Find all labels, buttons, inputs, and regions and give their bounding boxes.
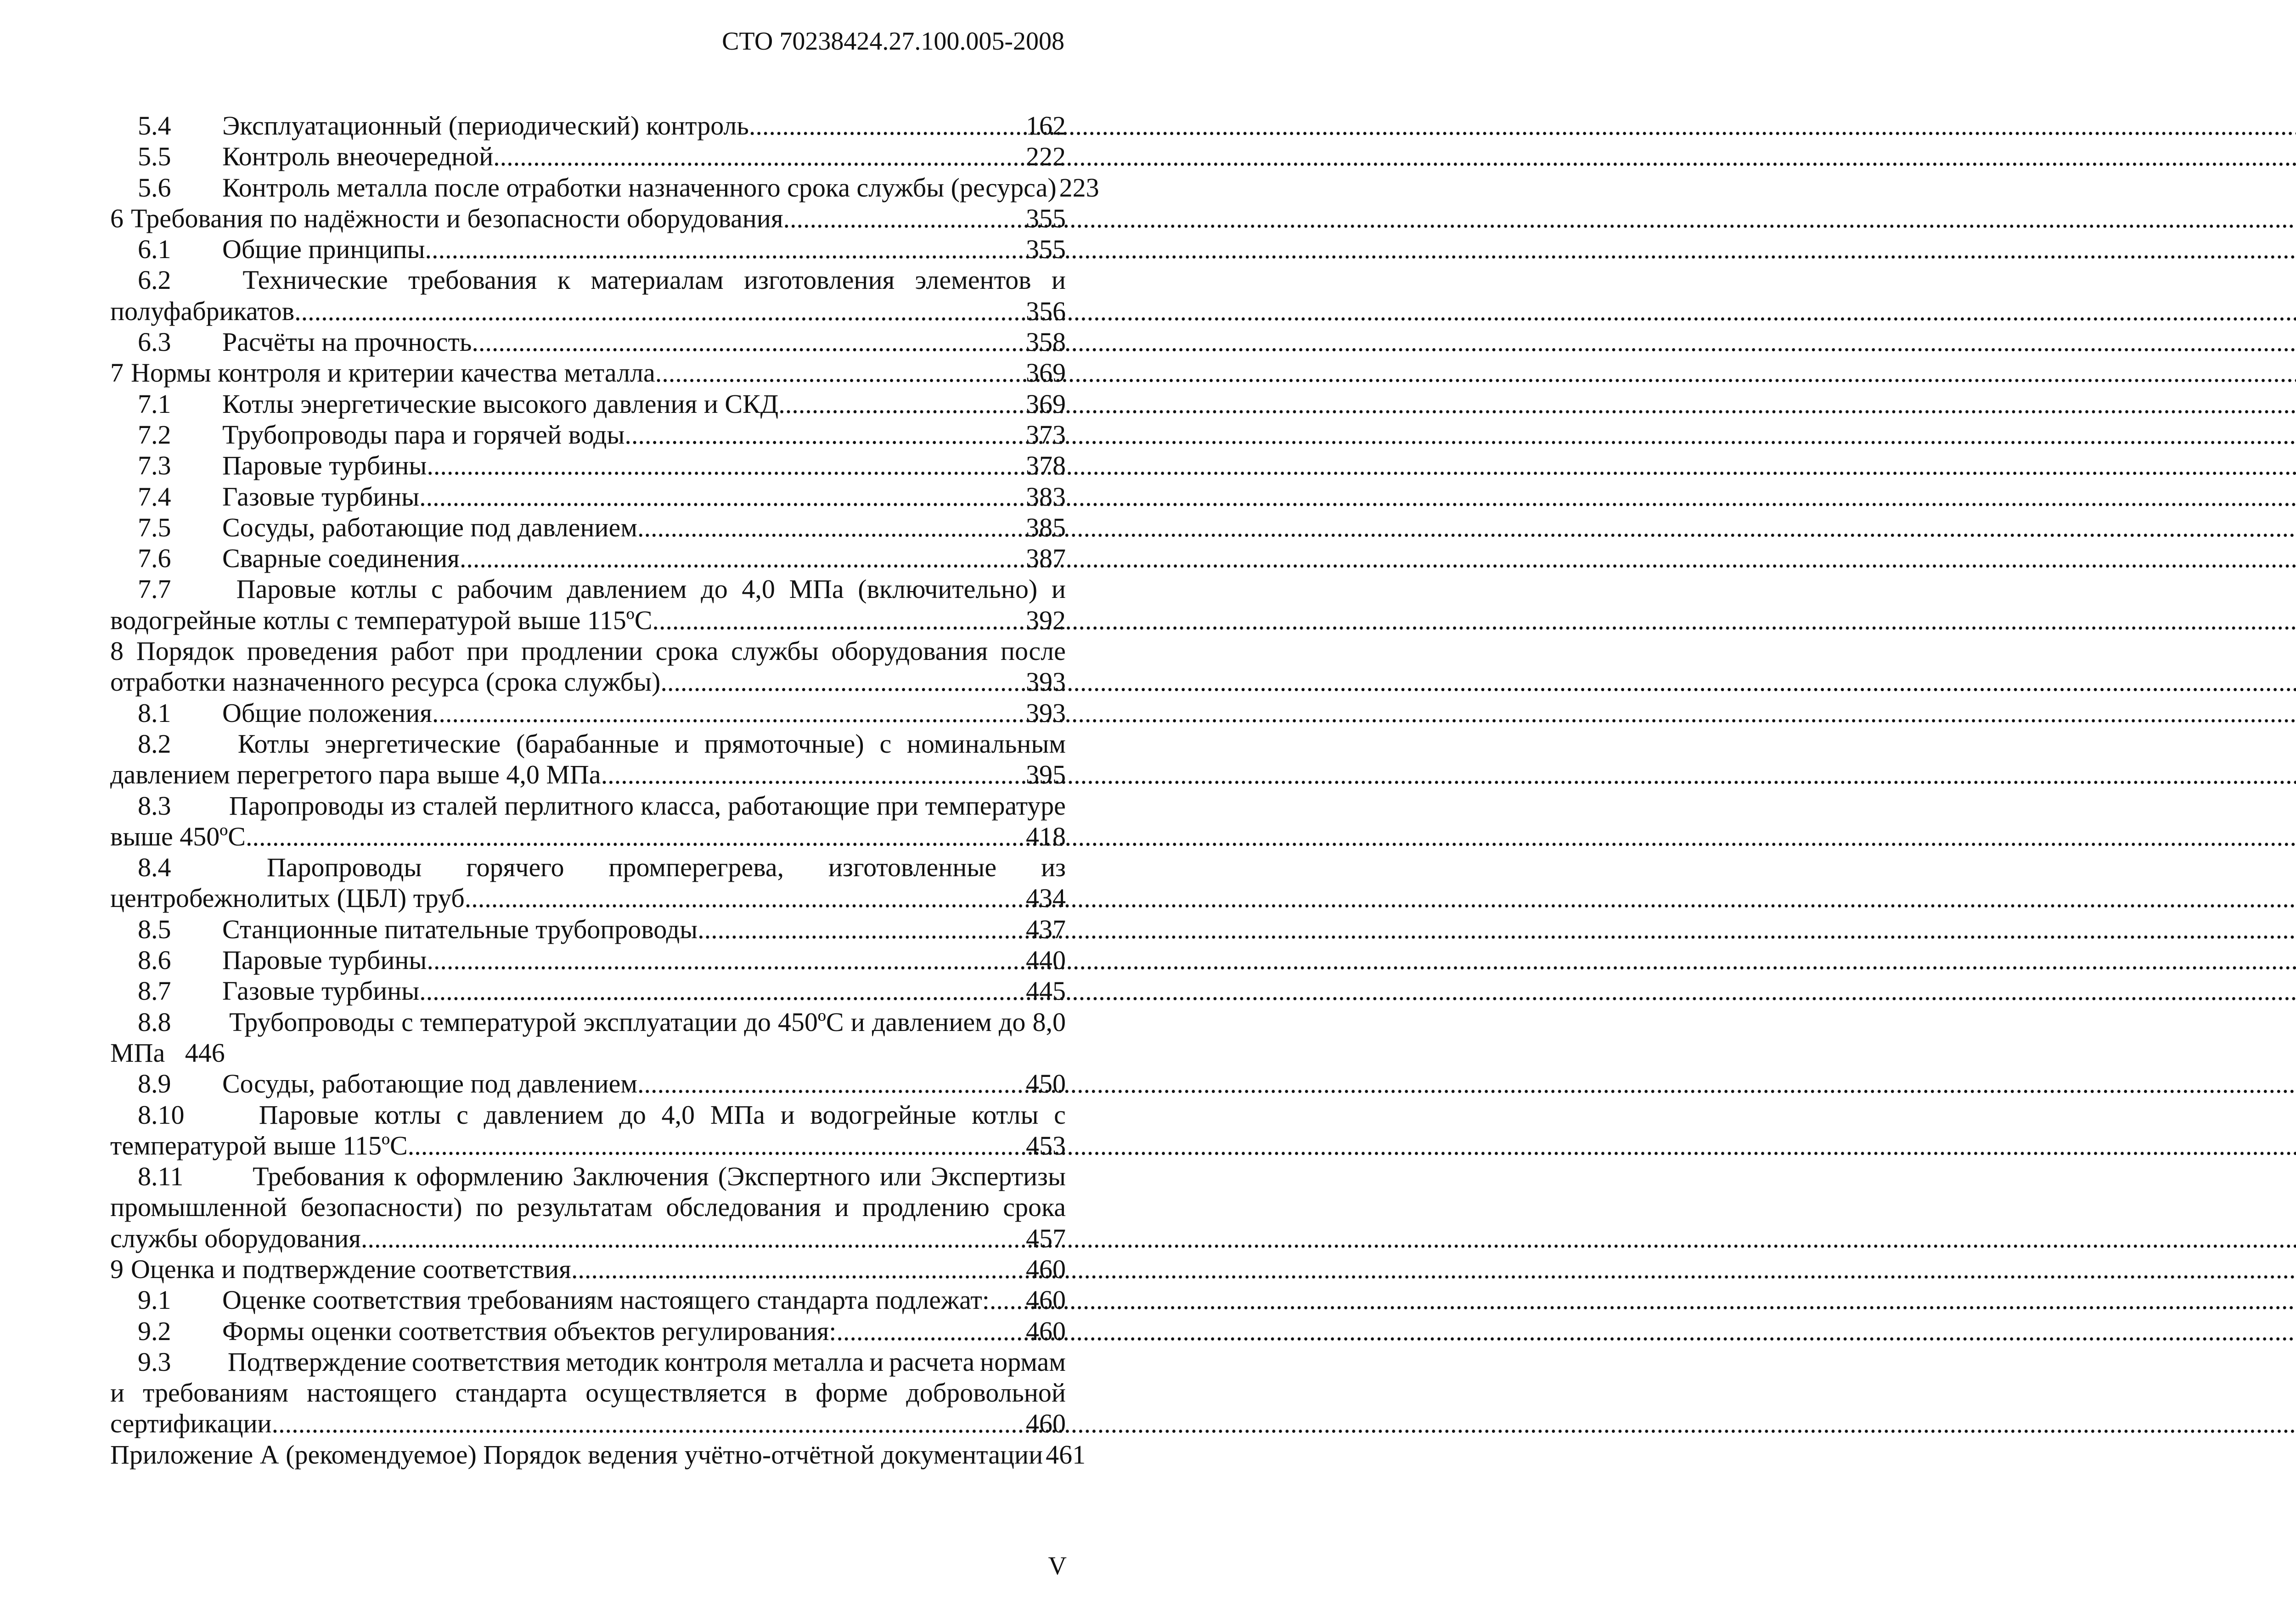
toc-entry[interactable]	[110, 945, 1066, 975]
toc-entry-page: 383	[1026, 481, 1066, 512]
toc-entry-number: 7.2	[138, 419, 171, 450]
toc-entry-title: Газовые турбины	[222, 481, 420, 512]
toc-entry-word: Паровые	[259, 1099, 359, 1130]
toc-entry-word: форме	[816, 1378, 888, 1408]
toc-entry-title: Сосуды, работающие под давлением	[222, 1069, 637, 1099]
toc-entry[interactable]	[110, 234, 1066, 265]
toc-entry-word: 8	[110, 636, 124, 666]
toc-entry[interactable]	[110, 914, 1066, 945]
toc-entry[interactable]	[110, 852, 1066, 883]
toc-dot-leader	[749, 110, 1023, 141]
toc-entry[interactable]	[110, 481, 1066, 512]
toc-dot-leader	[278, 1408, 1023, 1439]
toc-entry-title: Контроль внеочередной	[222, 141, 494, 172]
toc-entry-title: выше 450ºС	[110, 821, 246, 851]
toc-entry-word: добровольной	[906, 1378, 1066, 1408]
toc-entry-word: горячего	[466, 852, 564, 883]
toc-dot-leader	[698, 914, 1023, 945]
toc-entry-word: (включительно)	[858, 574, 1038, 604]
toc-entry-word: сталей	[422, 790, 498, 821]
toc-entry-word: 4,0	[661, 1099, 695, 1130]
toc-entry[interactable]	[110, 1037, 1066, 1068]
toc-entry-word: Паровые	[236, 574, 337, 604]
toc-entry[interactable]	[110, 1439, 1086, 1470]
toc-entry-number: 5.4	[138, 111, 171, 141]
toc-entry-word: 8,0	[1032, 1007, 1066, 1037]
toc-entry-word: соответствия	[411, 1346, 561, 1377]
toc-entry-word: Трубопроводы	[229, 1007, 395, 1037]
toc-entry[interactable]	[110, 419, 1066, 450]
toc-dot-leader	[419, 975, 1023, 1006]
toc-entry-title: Сварные соединения	[222, 543, 460, 574]
toc-entry[interactable]	[110, 389, 1066, 419]
toc-entry-word: стандарта	[455, 1378, 568, 1408]
toc-entry-word: прямоточные)	[704, 728, 864, 759]
toc-entry-title: Сосуды, работающие под давлением	[222, 512, 637, 542]
toc-entry-word: котлы	[374, 1099, 441, 1130]
toc-entry-title: службы оборудования.	[110, 1223, 368, 1253]
toc-dot-leader	[493, 141, 1023, 172]
toc-entry-title: сертификации.	[110, 1408, 279, 1439]
toc-entry-number: 8.11	[138, 1161, 184, 1192]
toc-entry-word: Экспертизы	[930, 1161, 1066, 1192]
toc-entry[interactable]	[110, 666, 1066, 697]
toc-dot-leader	[637, 1068, 1023, 1099]
toc-entry-page: 369	[1026, 389, 1066, 419]
toc-dot-leader	[660, 666, 1023, 697]
toc-entry-word: методик	[565, 1346, 659, 1377]
toc-entry-word: из	[1041, 852, 1066, 883]
toc-entry-title: водогрейные котлы с температурой выше 115ºС	[110, 605, 653, 635]
document-code-header: СТО 70238424.27.100.005-2008	[722, 27, 1064, 56]
toc-entry-word: (барабанные	[516, 728, 659, 759]
toc-entry[interactable]	[110, 172, 1099, 203]
toc-entry-word: из	[391, 790, 416, 821]
toc-entry-word: Подтверждение	[227, 1346, 406, 1377]
toc-entry-word: (Экспертного	[718, 1161, 871, 1192]
toc-entry-number: 8.3	[138, 790, 171, 821]
toc-entry-word: к	[394, 1161, 407, 1192]
toc-entry-word: и	[110, 1378, 125, 1408]
toc-entry-word: контроля	[664, 1346, 768, 1377]
toc-entry-word: 4,0	[742, 574, 775, 604]
toc-entry[interactable]	[110, 574, 1066, 604]
toc-entry-word: Котлы	[237, 728, 310, 759]
toc-entry[interactable]	[110, 265, 1066, 295]
toc-entry-number: 8.6	[138, 945, 171, 975]
toc-entry-word: с	[456, 1099, 468, 1130]
toc-entry-title: полуфабрикатов	[110, 296, 295, 326]
toc-entry[interactable]	[110, 821, 1066, 852]
toc-entry-page: 445	[1026, 976, 1066, 1006]
toc-entry-title: Нормы контроля и критерии качества металла	[131, 358, 655, 388]
toc-entry-word: до	[998, 1007, 1026, 1037]
toc-entry-word: давлением	[567, 574, 687, 604]
toc-entry-word: и	[1051, 574, 1066, 604]
toc-dot-leader	[601, 759, 1023, 790]
toc-dot-leader	[460, 543, 1023, 574]
toc-entry-number: 6.2	[138, 265, 171, 295]
toc-entry-title: давлением перегретого пара выше 4,0 МПа	[110, 760, 601, 790]
toc-entry[interactable]	[110, 357, 1066, 388]
toc-entry-title: Газовые турбины	[222, 976, 420, 1006]
toc-entry[interactable]	[110, 1284, 1066, 1315]
toc-entry[interactable]	[110, 1316, 1066, 1346]
toc-entry-word: перлитного	[504, 790, 634, 821]
toc-entry[interactable]	[110, 1192, 1066, 1222]
toc-dot-leader	[625, 419, 1023, 450]
toc-entry-word: класса,	[640, 790, 721, 821]
toc-entry-title: центробежнолитых (ЦБЛ) труб	[110, 883, 465, 913]
toc-entry-number: 7.7	[138, 574, 171, 604]
toc-entry-number: 7.3	[138, 451, 171, 481]
toc-entry-word: элементов	[915, 265, 1031, 295]
toc-entry-page: 355	[1026, 203, 1066, 233]
toc-entry-word: температуре	[925, 790, 1066, 821]
toc-entry[interactable]	[110, 1068, 1066, 1099]
toc-entry-word: металла	[772, 1346, 864, 1377]
toc-entry-number: 7.5	[138, 512, 171, 542]
toc-entry-page: 461	[1046, 1439, 1086, 1470]
toc-entry-page: 358	[1026, 327, 1066, 357]
toc-entry-title: Трубопроводы пара и горячей воды	[222, 419, 625, 450]
toc-entry-word: Паропроводы	[229, 790, 384, 821]
toc-dot-leader	[367, 1223, 1023, 1254]
toc-entry[interactable]	[110, 1130, 1066, 1161]
toc-entry-word: материалам	[591, 265, 724, 295]
toc-entry[interactable]	[110, 790, 1066, 821]
toc-entry-number: 8.9	[138, 1069, 171, 1099]
toc-entry-word: срока	[655, 636, 719, 666]
toc-entry-word: водогрейные	[810, 1099, 957, 1130]
toc-entry-title: Требования по надёжности и безопасности оборудования	[131, 203, 783, 233]
toc-entry-word: с	[401, 1007, 413, 1037]
toc-entry-word: обследования	[666, 1192, 822, 1222]
toc-entry-word: продлении	[521, 636, 643, 666]
toc-entry[interactable]	[110, 450, 1066, 481]
toc-entry-word: требования	[408, 265, 537, 295]
toc-entry[interactable]	[110, 203, 1066, 234]
toc-entry-number: 8.10	[138, 1099, 185, 1130]
toc-entry[interactable]	[110, 605, 1066, 636]
toc-entry[interactable]	[110, 759, 1066, 790]
toc-entry-title: МПа 446	[110, 1037, 225, 1068]
toc-dot-leader	[836, 1316, 1023, 1346]
toc-entry[interactable]	[110, 296, 1066, 327]
table-of-contents	[110, 110, 1099, 1470]
toc-entry-word: давлением	[872, 1007, 992, 1037]
toc-entry-word: и	[834, 1192, 849, 1222]
toc-entry[interactable]	[110, 698, 1066, 728]
toc-entry-number: 8.1	[138, 698, 171, 728]
toc-entry-number: 7.6	[138, 543, 171, 574]
toc-entry[interactable]	[110, 141, 1066, 172]
page-number: V	[1048, 1552, 1067, 1580]
toc-entry-word: Технические	[242, 265, 388, 295]
toc-dot-leader	[432, 698, 1023, 728]
toc-entry-page: 395	[1026, 760, 1066, 790]
toc-entry-page: 393	[1026, 698, 1066, 728]
toc-entry-number: 7	[110, 358, 124, 388]
toc-entry-word: осуществляется	[585, 1378, 766, 1408]
toc-entry-title: Общие принципы	[222, 234, 425, 265]
toc-entry[interactable]	[110, 1346, 1066, 1377]
toc-entry[interactable]	[110, 1377, 1066, 1408]
toc-entry-page: 223	[1059, 172, 1099, 203]
toc-entry-number: 8.7	[138, 976, 171, 1006]
toc-entry-word: давлением	[484, 1099, 604, 1130]
toc-entry-word: номинальным	[906, 728, 1066, 759]
toc-entry-title: Формы оценки соответствия объектов регулирования:	[222, 1316, 837, 1346]
toc-entry-word: результатам	[517, 1192, 653, 1222]
toc-entry-title: Эксплуатационный (периодический) контроль	[222, 111, 749, 141]
toc-entry-word: оборудования	[831, 636, 988, 666]
toc-entry-number: 5.5	[138, 141, 171, 172]
toc-entry-word: изготовленные	[828, 852, 997, 883]
toc-entry-page: 392	[1026, 605, 1066, 635]
toc-entry-word: и	[1051, 265, 1066, 295]
toc-dot-leader	[465, 883, 1023, 913]
toc-dot-leader	[783, 203, 1023, 234]
toc-entry-page: 460	[1026, 1408, 1066, 1439]
toc-entry[interactable]	[110, 975, 1066, 1006]
toc-entry-page: 355	[1026, 234, 1066, 265]
toc-entry[interactable]	[110, 543, 1066, 574]
toc-entry-word: до	[744, 1007, 771, 1037]
toc-entry-title: Оценке соответствия требованиям настоящего стандарта подлежат:	[222, 1285, 990, 1315]
toc-dot-leader	[472, 327, 1023, 357]
toc-entry-word: настоящего	[307, 1378, 437, 1408]
toc-entry-title: Паровые турбины	[222, 945, 427, 975]
toc-entry[interactable]	[110, 1007, 1066, 1037]
toc-entry[interactable]	[110, 1408, 1066, 1439]
toc-entry-page: 222	[1026, 141, 1066, 172]
toc-entry-number: 5.6	[138, 172, 171, 203]
toc-dot-leader	[637, 512, 1023, 543]
toc-entry-number: 9.3	[138, 1346, 171, 1377]
toc-dot-leader	[425, 234, 1023, 265]
toc-entry[interactable]	[110, 327, 1066, 357]
toc-entry-title: Паровые турбины	[222, 451, 427, 481]
toc-entry-word: МПа	[789, 574, 844, 604]
toc-entry-title: Оценка и подтверждение соответствия	[131, 1254, 571, 1284]
toc-entry-page: 369	[1026, 358, 1066, 388]
toc-entry-number: 7.1	[138, 389, 171, 419]
toc-entry-number: 9	[110, 1254, 124, 1284]
toc-entry[interactable]	[110, 1161, 1066, 1192]
toc-dot-leader	[414, 1130, 1023, 1161]
toc-entry[interactable]	[110, 636, 1066, 666]
toc-entry-page: 162	[1026, 111, 1066, 141]
toc-entry-page: 418	[1026, 821, 1066, 851]
toc-entry[interactable]	[110, 1223, 1066, 1254]
toc-entry-word: при	[876, 790, 918, 821]
toc-entry-word: при	[467, 636, 509, 666]
toc-dot-leader	[427, 945, 1023, 975]
toc-entry-number: 7.4	[138, 481, 171, 512]
toc-entry-number: 8.4	[138, 852, 171, 883]
toc-entry-page: 387	[1026, 543, 1066, 574]
toc-entry-word: Требования	[253, 1161, 385, 1192]
toc-dot-leader	[419, 481, 1023, 512]
toc-entry-page: 356	[1026, 296, 1066, 326]
toc-entry-word: МПа	[710, 1099, 765, 1130]
toc-entry-number: 8.2	[138, 728, 171, 759]
toc-entry-word: срока	[1003, 1192, 1066, 1222]
toc-entry-word: котлы	[972, 1099, 1039, 1130]
toc-entry[interactable]	[110, 883, 1066, 913]
toc-dot-leader	[246, 821, 1023, 852]
toc-entry[interactable]	[110, 110, 1066, 141]
toc-dot-leader	[990, 1284, 1023, 1315]
toc-entry-word: по	[476, 1192, 504, 1222]
toc-entry-page: 393	[1026, 667, 1066, 697]
toc-entry-page: 460	[1026, 1254, 1066, 1284]
toc-entry-title: Станционные питательные трубопроводы	[222, 914, 698, 944]
toc-entry-word: расчета	[889, 1346, 975, 1377]
toc-entry-word: оформлению	[416, 1161, 563, 1192]
toc-entry[interactable]	[110, 728, 1066, 759]
toc-entry-title: Контроль металла после отработки назначенного срока службы (ресурса)	[222, 172, 1057, 203]
toc-entry-word: после	[1000, 636, 1066, 666]
toc-entry-word: температурой	[420, 1007, 577, 1037]
toc-entry-word: Порядок	[136, 636, 235, 666]
toc-entry-word: изготовления	[744, 265, 895, 295]
toc-entry-word: до	[701, 574, 728, 604]
toc-entry-word: с	[879, 728, 892, 759]
toc-entry-word: нормам	[980, 1346, 1066, 1377]
toc-entry-word: 450ºС	[777, 1007, 844, 1037]
toc-entry-page: 437	[1026, 914, 1066, 944]
toc-entry-word: продлению	[862, 1192, 990, 1222]
toc-dot-leader	[652, 605, 1023, 636]
toc-entry-word: работ	[390, 636, 454, 666]
toc-entry-title: Котлы энергетические высокого давления и СКД	[222, 389, 779, 419]
toc-dot-leader	[571, 1254, 1023, 1284]
toc-entry-title: Приложение А (рекомендуемое) Порядок ведения учётно-отчётной документации	[110, 1439, 1043, 1470]
toc-entry-title: Общие положения	[222, 698, 432, 728]
toc-entry-word: котлы	[350, 574, 417, 604]
toc-dot-leader	[655, 357, 1023, 388]
toc-entry-word: рабочим	[457, 574, 553, 604]
toc-entry-word: работающие	[728, 790, 870, 821]
toc-entry[interactable]	[110, 1099, 1066, 1130]
toc-entry-page: 378	[1026, 451, 1066, 481]
toc-dot-leader	[427, 450, 1023, 481]
toc-entry-number: 6.1	[138, 234, 171, 265]
toc-entry-page: 460	[1026, 1285, 1066, 1315]
toc-entry-word: службы	[731, 636, 819, 666]
toc-entry-word: к	[557, 265, 570, 295]
toc-dot-leader	[294, 296, 1023, 327]
toc-entry-word: и	[780, 1099, 795, 1130]
toc-entry-page: 440	[1026, 945, 1066, 975]
toc-entry-word: или	[879, 1161, 922, 1192]
toc-entry-title: Расчёты на прочность	[222, 327, 472, 357]
toc-entry-word: требованиям	[142, 1378, 289, 1408]
toc-entry-word: Паропроводы	[266, 852, 422, 883]
toc-entry-word: с	[431, 574, 443, 604]
toc-entry-word: и	[674, 728, 689, 759]
toc-entry-word: энергетические	[325, 728, 501, 759]
toc-entry-word: в	[784, 1378, 798, 1408]
toc-entry-word: промперегрева,	[608, 852, 784, 883]
toc-entry-word: и	[869, 1346, 884, 1377]
toc-entry-title: отработки назначенного ресурса (срока службы)	[110, 667, 661, 697]
toc-entry-word: промышленной	[110, 1192, 287, 1222]
toc-entry-page: 450	[1026, 1069, 1066, 1099]
toc-entry-page: 453	[1026, 1130, 1066, 1160]
toc-entry-number: 8.8	[138, 1007, 171, 1037]
toc-entry-page: 460	[1026, 1316, 1066, 1346]
toc-entry-number: 8.5	[138, 914, 171, 944]
toc-entry-word: с	[1054, 1099, 1066, 1130]
document-page	[0, 0, 1139, 1611]
toc-entry-page: 457	[1026, 1223, 1066, 1253]
toc-entry[interactable]	[110, 512, 1066, 543]
toc-entry-word: Заключения	[572, 1161, 709, 1192]
toc-entry-word: и	[850, 1007, 865, 1037]
toc-entry-number: 9.2	[138, 1316, 171, 1346]
toc-entry-number: 9.1	[138, 1285, 171, 1315]
toc-entry[interactable]	[110, 1254, 1066, 1284]
toc-entry-number: 6.3	[138, 327, 171, 357]
toc-entry-page: 434	[1026, 883, 1066, 913]
toc-entry-page: 373	[1026, 419, 1066, 450]
toc-entry-title: температурой выше 115ºС.	[110, 1130, 415, 1160]
toc-entry-number: 6	[110, 203, 124, 233]
toc-entry-page: 385	[1026, 512, 1066, 542]
toc-entry-word: до	[619, 1099, 646, 1130]
toc-entry-word: эксплуатации	[583, 1007, 737, 1037]
toc-entry-word: безопасности)	[300, 1192, 462, 1222]
toc-entry-word: проведения	[247, 636, 378, 666]
toc-dot-leader	[778, 389, 1023, 419]
